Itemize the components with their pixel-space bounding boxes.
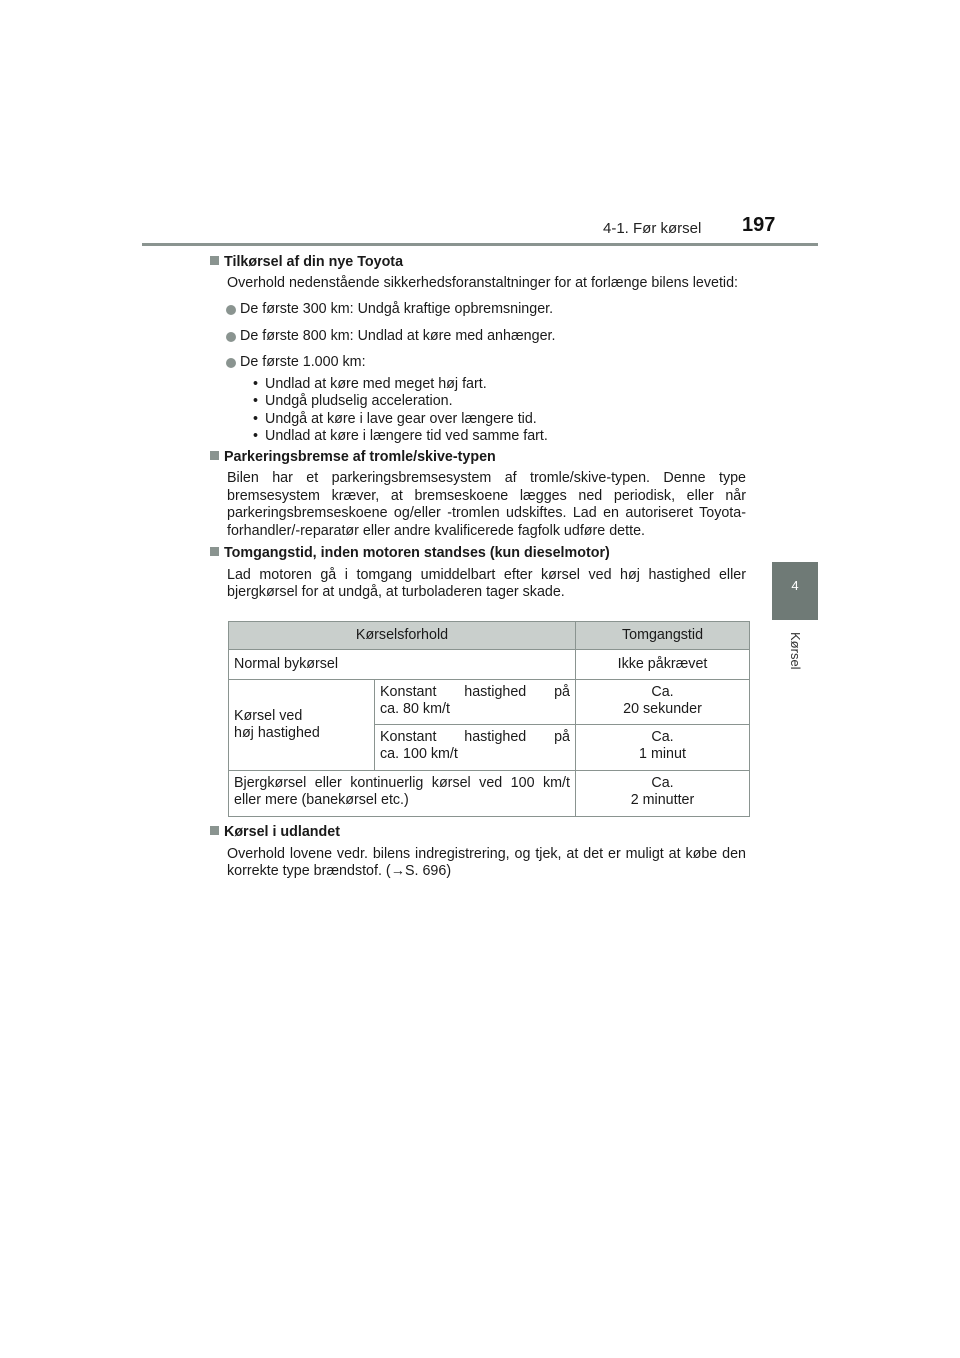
trailing-content bbox=[210, 824, 746, 881]
square-bullet-icon bbox=[210, 547, 219, 556]
header-divider bbox=[142, 243, 818, 246]
table-row bbox=[229, 650, 750, 680]
table-header-row bbox=[229, 622, 750, 650]
cell-line: 2 minutter bbox=[630, 792, 695, 808]
paragraph: Overhold lovene vedr. bilens indregistrering, og tjek, at det er muligt at købe den korrekte type brændstof. (→S. 696) bbox=[227, 845, 746, 879]
table-cell bbox=[375, 680, 576, 725]
section-title: Kørsel i udlandet bbox=[224, 824, 340, 840]
page-number: 197 bbox=[742, 214, 776, 236]
cell-line: 1 minut bbox=[639, 746, 686, 762]
sub-list-item bbox=[253, 428, 746, 446]
sub-list-text: Undgå pludselig acceleration. bbox=[265, 393, 453, 409]
sub-list-text: Undlad at køre med meget høj fart. bbox=[265, 375, 487, 392]
table-header: Tomgangstid bbox=[576, 622, 750, 650]
sub-list-text: Undlad at køre i længere tid ved samme fart. bbox=[265, 428, 548, 444]
paragraph: Bilen har et parkeringsbremsesystem af tromle/skive-typen. Denne type bremsesystem kræver, at bremseskoene lægges ned periodisk, eller når parkeringsbremseskoene og/eller -tromlen udskiftes. Lad en autoriseret Toyota-forhandler/-reparatør eller andre kvalificerede fagfolk udføre dette. bbox=[227, 470, 746, 539]
paragraph: Lad motoren gå i tomgang umiddelbart efter kørsel ved høj hastighed eller bjergkørsel for at undgå, at turboladeren tager skade. bbox=[227, 566, 746, 600]
table-cell: Normal bykørsel bbox=[229, 650, 576, 680]
table-cell bbox=[576, 680, 750, 725]
sub-list-item bbox=[253, 376, 746, 394]
sub-list-item bbox=[253, 393, 746, 411]
cell-line: eller mere (banekørsel etc.) bbox=[234, 792, 409, 808]
circle-bullet-icon bbox=[226, 332, 236, 342]
cell-line: Bjergkørsel eller kontinuerlig kørsel ved 100 km/t bbox=[234, 775, 570, 791]
list-item bbox=[226, 301, 746, 319]
table-cell bbox=[229, 771, 576, 817]
section-title: Tilkørsel af din nye Toyota bbox=[224, 254, 404, 270]
table-row bbox=[229, 771, 750, 817]
list-item bbox=[226, 328, 746, 346]
table-cell bbox=[576, 725, 750, 771]
cell-line: ca. 100 km/t bbox=[380, 746, 458, 762]
section-heading bbox=[210, 449, 746, 467]
cell-line: Konstant hastighed på bbox=[380, 684, 570, 700]
cell-line: høj hastighed bbox=[234, 725, 320, 741]
paragraph: Overhold nedenstående sikkerhedsforanstaltninger for at forlænge bilens levetid: bbox=[227, 274, 739, 291]
idle-time-table bbox=[228, 621, 750, 817]
section-title: Parkeringsbremse af tromle/skive-typen bbox=[224, 448, 496, 465]
section-label: 4-1. Før kørsel bbox=[603, 220, 702, 237]
list-item-text: De første 800 km: Undlad at køre med anhænger. bbox=[240, 327, 556, 344]
list-item-text: De første 300 km: Undgå kraftige opbremsninger. bbox=[240, 301, 554, 317]
list-item-text: De første 1.000 km: bbox=[240, 354, 366, 370]
cell-line: Konstant hastighed på bbox=[380, 729, 570, 745]
cell-line: Ca. bbox=[651, 775, 674, 791]
dot-bullet-icon: • bbox=[253, 375, 259, 392]
square-bullet-icon bbox=[210, 256, 219, 265]
circle-bullet-icon bbox=[226, 305, 236, 315]
table-header: Kørselsforhold bbox=[229, 622, 576, 650]
circle-bullet-icon bbox=[226, 358, 236, 368]
section-title: Tomgangstid, inden motoren standses (kun dieselmotor) bbox=[224, 545, 610, 561]
cell-line: ca. 80 km/t bbox=[380, 701, 450, 717]
cell-line: Ca. bbox=[651, 684, 674, 700]
cell-line: 20 sekunder bbox=[623, 701, 702, 717]
table-cell bbox=[576, 771, 750, 817]
main-content bbox=[210, 254, 746, 602]
sub-list-item bbox=[253, 411, 746, 429]
table-cell: Ikke påkrævet bbox=[576, 650, 750, 680]
chapter-number: 4 bbox=[791, 578, 799, 593]
section-heading bbox=[210, 254, 746, 272]
square-bullet-icon bbox=[210, 451, 219, 460]
cell-line: Ca. bbox=[651, 729, 674, 745]
table-row bbox=[229, 680, 750, 725]
cell-line: Kørsel ved bbox=[234, 708, 303, 724]
chapter-label-text: Kørsel bbox=[788, 632, 803, 670]
dot-bullet-icon: • bbox=[253, 428, 259, 444]
list-item bbox=[226, 354, 746, 372]
chapter-label bbox=[774, 632, 820, 692]
table-cell bbox=[375, 725, 576, 771]
dot-bullet-icon: • bbox=[253, 393, 259, 409]
table-cell bbox=[229, 680, 375, 771]
dot-bullet-icon: • bbox=[253, 410, 259, 427]
section-heading bbox=[210, 545, 746, 563]
square-bullet-icon bbox=[210, 826, 219, 835]
sub-list-text: Undgå at køre i lave gear over længere tid. bbox=[265, 410, 537, 427]
section-heading bbox=[210, 824, 746, 842]
page-header bbox=[0, 0, 960, 250]
